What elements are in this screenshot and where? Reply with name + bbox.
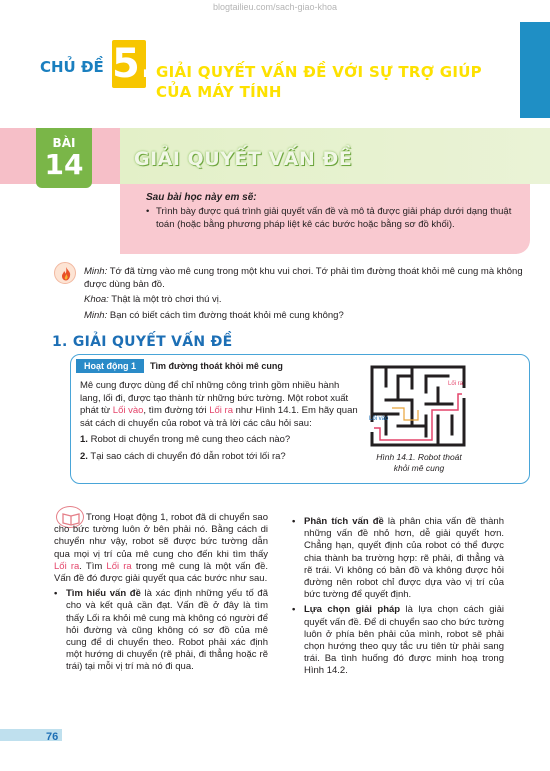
- page-number: 76: [46, 731, 59, 743]
- exit-term: Lối ra: [106, 560, 132, 572]
- fire-icon: [54, 262, 76, 284]
- topic-number: 5.: [112, 41, 156, 87]
- maze-walls: [372, 367, 464, 445]
- maze-exit-gap: [462, 388, 468, 398]
- activity-text-a: Mê cung được dùng để chỉ những công trình gồm nhiều hành lang, lối đi, được tạo thành từ những bức tường. Một robot xuất phát từ: [80, 380, 349, 416]
- activity-text-c: như Hình 14.1. Em hãy quan sát cách di chuyển của robot và trả lời các câu hỏi sau:: [80, 405, 358, 429]
- bullet-choose: [292, 604, 504, 677]
- lesson-number: 14: [44, 148, 84, 181]
- question-number: 1.: [80, 434, 88, 445]
- section-title: 1. GIẢI QUYẾT VẤN ĐỀ: [52, 334, 233, 350]
- intro-text-c: trong mê cung là một vấn đề. Vấn đề đó được giải quyết qua các bước như sau.: [54, 560, 268, 585]
- dialog-line: [84, 310, 524, 323]
- bullet-text: là lựa chọn cách giải quyết vấn đề. Để di chuyển sao cho bức tường luôn ở phía bên phải của mình, robot sẽ phải chọn hướng theo quy tắc ưu tiên từ phải sang trái. Ba tình huống đó được minh hoạ trong Hình 14.2.: [304, 604, 504, 677]
- right-column: [292, 516, 504, 681]
- activity-header: [76, 358, 283, 374]
- lesson-title: GIẢI QUYẾT VẤN ĐỀ: [134, 148, 353, 170]
- goals-box: [120, 184, 530, 254]
- dialog-speaker: Minh:: [84, 309, 108, 321]
- dialog-speaker: Minh:: [84, 266, 108, 277]
- bullet-text: là phân chia vấn đề thành những vấn đề nhỏ hơn, dễ giải quyết hơn. Chẳng hạn, quyết định của robot có thể được chia thành ba trường hợp: rẽ phải, đi thẳng và rẽ trái. Vì không có bản đồ và không được hỏi đường nên robot chỉ được dựa vào vị trí của bức tường để quyết định.: [304, 516, 504, 601]
- topic-prefix: CHỦ ĐỀ: [40, 58, 104, 76]
- bullet-term: Tìm hiểu vấn đề: [66, 588, 141, 600]
- maze-entry-label: Lối vào: [369, 416, 389, 422]
- question-text: Robot di chuyển trong mê cung theo cách nào?: [90, 434, 291, 445]
- bullet-text: là xác định những yếu tố đã cho và kết quả cần đạt. Vấn đề ở đây là tìm thấy Lối ra khỏi mê cung mà không có người để hỏi đường và cũng không có sơ đồ của mê cung để di chuyển theo. Robot phải xác định một hướng di chuyển (rẽ phải, đi thẳng hoặc rẽ trái) tại mỗi vị trí mà nó đi qua.: [66, 588, 269, 673]
- dialog-speaker: Khoa:: [84, 294, 109, 305]
- activity-text: [80, 380, 360, 430]
- intro-paragraph: [54, 512, 268, 585]
- topic-title: [156, 62, 482, 102]
- goals-item: • Trình bày được quá trình giải quyết vấn đề và mô tả được giải pháp dưới dạng thuật toán (hoặc bằng phương pháp liệt kê các bước hoặc bằng sơ đồ khối).: [146, 206, 516, 231]
- dialog-line: [84, 294, 524, 307]
- intro-text-a: Trong Hoạt động 1, robot đã di chuyển sao cho bức tường luôn ở bên phải nó. Bằng cách di chuyển như vậy, robot sẽ được bức tường dẫn qua mọi vị trí của mê cung cho đến khi tìm thấy: [54, 512, 268, 560]
- question-text: Tại sao cách di chuyển đó dẫn robot tới lối ra?: [90, 450, 286, 462]
- bullet-term: Phân tích vấn đề: [304, 516, 384, 527]
- lesson-badge: [36, 128, 92, 188]
- dialog-text: Thật là một trò chơi thú vị.: [111, 294, 222, 305]
- activity-label: Hoạt động 1: [76, 359, 144, 373]
- topic-title-line2: CỦA MÁY TÍNH: [156, 83, 282, 101]
- topic-title-line1: GIẢI QUYẾT VẤN ĐỀ VỚI SỰ TRỢ GIÚP: [156, 63, 482, 81]
- maze-caption-line2: khỏi mê cung: [393, 463, 445, 473]
- lesson-label: BÀI: [52, 136, 76, 150]
- source-watermark: blogtailieu.com/sach-giao-khoa: [212, 2, 338, 12]
- maze-exit-label: Lối ra: [448, 381, 464, 387]
- entry-term: Lối vào: [112, 405, 144, 416]
- activity-text-b: , tìm đường tới: [143, 405, 210, 416]
- dialog-text: Tớ đã từng vào mê cung trong một khu vui chơi. Tớ phải tìm đường thoát khỏi mê cung mà không được dùng bản đồ.: [84, 266, 523, 290]
- bullet-analyze: [292, 516, 504, 601]
- dialog-line: [84, 266, 524, 291]
- intro-text-b: . Tìm: [79, 560, 107, 572]
- bullet-term: Lựa chọn giải pháp: [304, 604, 401, 616]
- activity-question-1: [80, 434, 360, 447]
- activity-name: Tìm đường thoát khỏi mê cung: [150, 361, 283, 371]
- goals-heading: Sau bài học này em sẽ:: [146, 192, 257, 203]
- bullet-understand: [54, 588, 268, 673]
- exit-term: Lối ra: [209, 405, 233, 416]
- exit-term: Lối ra: [54, 560, 80, 572]
- activity-body: [80, 380, 360, 463]
- dialog: [84, 266, 524, 325]
- maze-figure: [368, 364, 468, 448]
- activity-question-2: [80, 451, 360, 464]
- maze-caption-line1: Hình 14.1. Robot thoát: [376, 452, 462, 462]
- dialog-text: Bạn có biết cách tìm đường thoát khỏi mê cung không?: [109, 309, 344, 321]
- maze-caption: [364, 452, 474, 474]
- left-column: [54, 512, 268, 677]
- maze-entry-gap: [368, 422, 374, 432]
- question-number: 2.: [80, 450, 88, 462]
